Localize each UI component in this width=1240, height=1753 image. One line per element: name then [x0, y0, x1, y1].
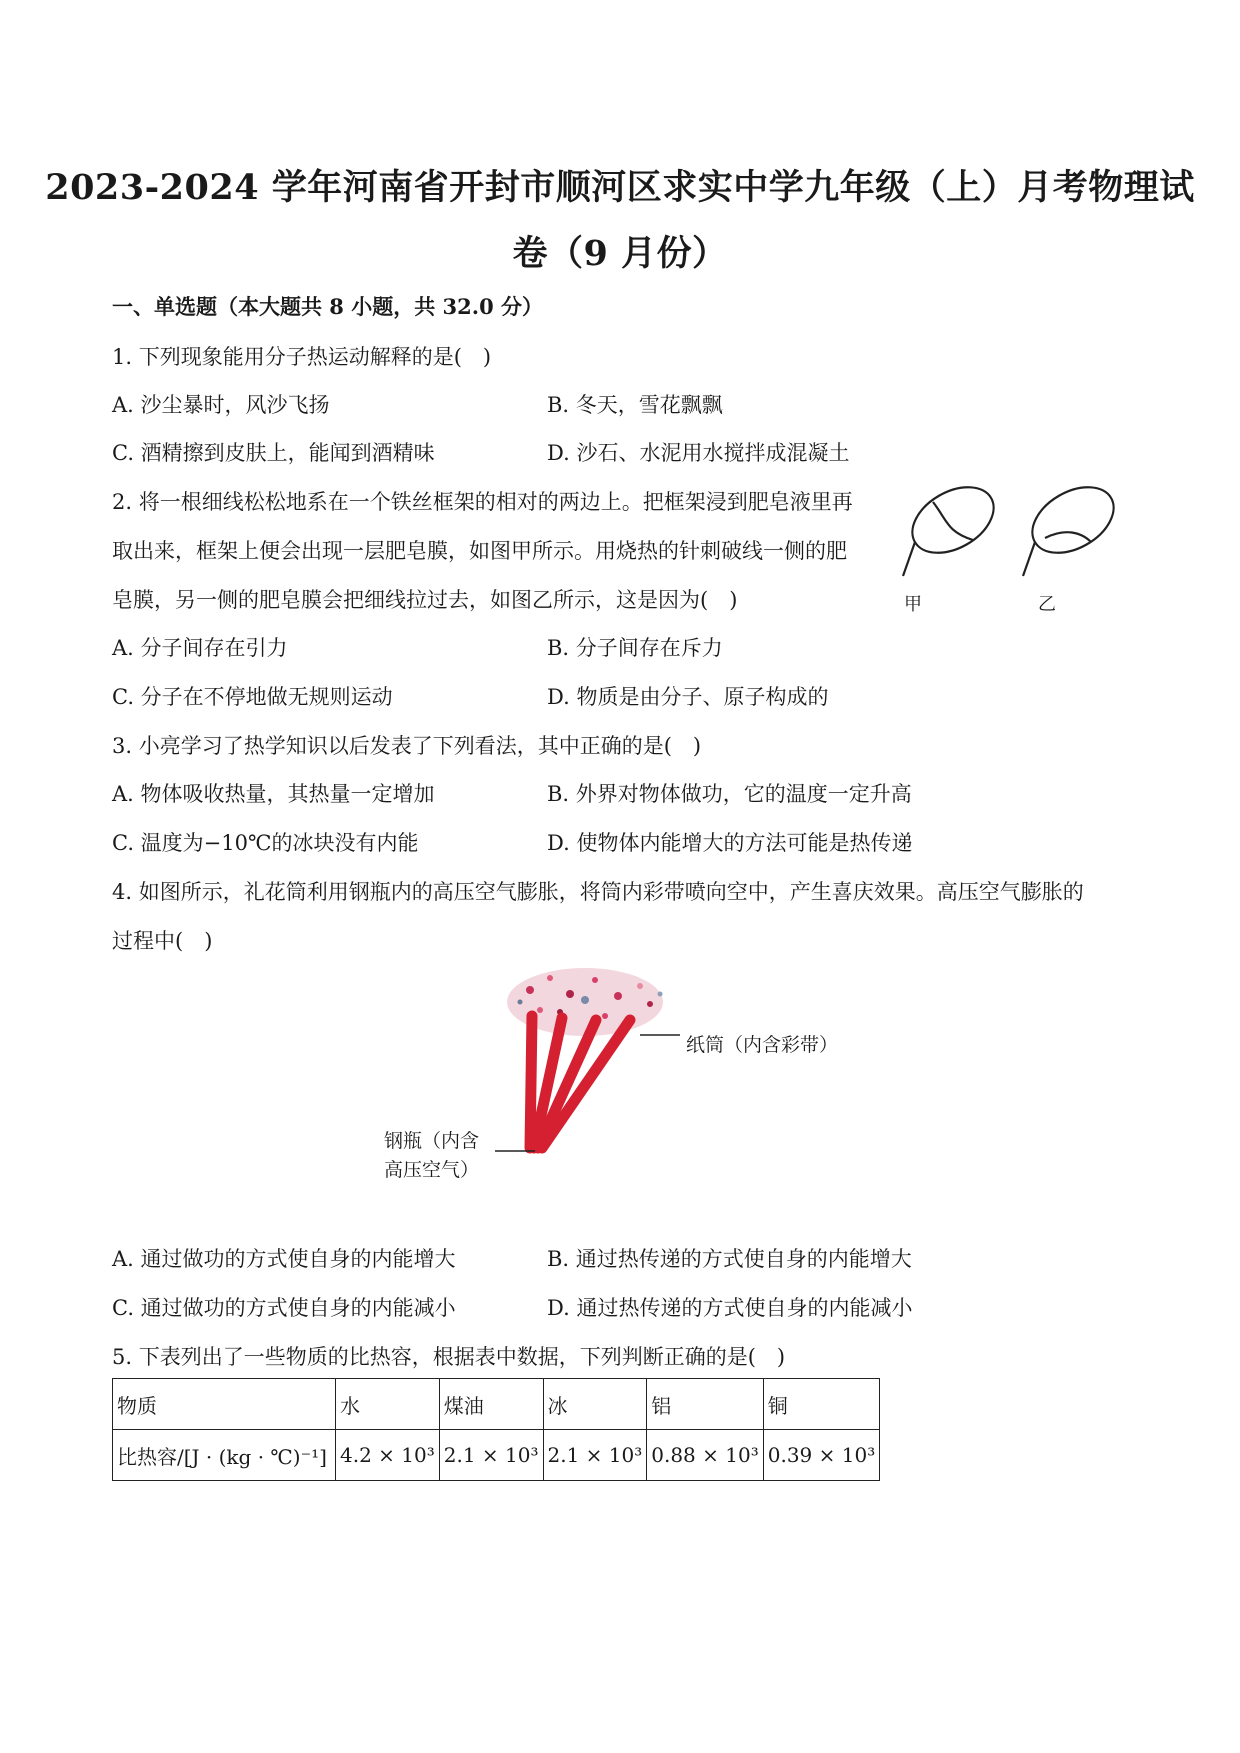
q1-option-b: B. 冬天，雪花飘飘	[547, 393, 723, 417]
tube-leader-line	[640, 1030, 680, 1040]
frame-yi	[1021, 480, 1125, 576]
q1-option-c: C. 酒精擦到皮肤上，能闻到酒精味	[112, 441, 435, 465]
table-cell: 2.1 × 10³	[439, 1430, 543, 1481]
q3-option-b: B. 外界对物体做功，它的温度一定升高	[547, 782, 912, 806]
table-header-row	[113, 1379, 880, 1430]
q2-option-a: A. 分子间存在引力	[112, 636, 288, 660]
specific-heat-table	[112, 1378, 880, 1481]
q1-option-d: D. 沙石、水泥用水搅拌成混凝土	[547, 441, 850, 465]
bottle-leader-line	[495, 1146, 535, 1156]
q3-option-a: A. 物体吸收热量，其热量一定增加	[112, 782, 435, 806]
q2-stem-line3: 皂膜，另一侧的肥皂膜会把细线拉过去，如图乙所示，这是因为( )	[112, 588, 738, 612]
soap-film-figure	[895, 480, 1135, 590]
q4-option-a: A. 通过做功的方式使自身的内能增大	[112, 1247, 456, 1271]
table-header-cell: 煤油	[439, 1379, 543, 1430]
q1-option-a: A. 沙尘暴时，风沙飞扬	[112, 393, 330, 417]
table-header-cell: 物质	[113, 1379, 336, 1430]
q4-option-c: C. 通过做功的方式使自身的内能减小	[112, 1296, 456, 1320]
figure-label-yi: 乙	[1038, 594, 1056, 615]
q3-option-d: D. 使物体内能增大的方法可能是热传递	[547, 831, 913, 855]
q4-stem-line2: 过程中( )	[112, 929, 213, 953]
table-header-cell: 铜	[763, 1379, 879, 1430]
confetti-cannon-figure	[500, 960, 680, 1160]
frame-jia	[901, 480, 1005, 576]
q4-option-b: B. 通过热传递的方式使自身的内能增大	[547, 1247, 912, 1271]
q3-option-c: C. 温度为−10℃的冰块没有内能	[112, 831, 419, 855]
table-header-cell: 铝	[647, 1379, 763, 1430]
q5-stem: 5. 下表列出了一些物质的比热容，根据表中数据，下列判断正确的是( )	[112, 1345, 786, 1369]
q2-stem-line2: 取出来，框架上便会出现一层肥皂膜，如图甲所示。用烧热的针刺破线一侧的肥	[112, 539, 847, 563]
table-cell: 2.1 × 10³	[543, 1430, 647, 1481]
q1-stem: 1. 下列现象能用分子热运动解释的是( )	[112, 345, 492, 369]
page-title-line2: 卷（9 月份）	[512, 233, 728, 274]
q2-option-c: C. 分子在不停地做无规则运动	[112, 685, 393, 709]
bottle-label-line2: 高压空气）	[384, 1159, 480, 1181]
section-heading: 一、单选题（本大题共 8 小题，共 32.0 分）	[112, 294, 544, 319]
figure-label-jia: 甲	[904, 594, 922, 615]
tube-label: 纸筒（内含彩带）	[686, 1034, 839, 1056]
table-header-cell: 冰	[543, 1379, 647, 1430]
table-row-label: 比热容/[J · (kg · ℃)⁻¹]	[113, 1430, 336, 1481]
q2-stem-line1: 2. 将一根细线松松地系在一个铁丝框架的相对的两边上。把框架浸到肥皂液里再	[112, 490, 853, 514]
q4-option-d: D. 通过热传递的方式使自身的内能减小	[547, 1296, 913, 1320]
table-cell: 0.39 × 10³	[763, 1430, 879, 1481]
table-cell: 4.2 × 10³	[336, 1430, 440, 1481]
bottle-label-line1: 钢瓶（内含	[384, 1130, 480, 1152]
q2-option-b: B. 分子间存在斥力	[547, 636, 723, 660]
q4-stem-line1: 4. 如图所示，礼花筒利用钢瓶内的高压空气膨胀，将筒内彩带喷向空中，产生喜庆效果。高压空气膨胀的	[112, 880, 1084, 904]
q2-option-d: D. 物质是由分子、原子构成的	[547, 685, 829, 709]
table-header-cell: 水	[336, 1379, 440, 1430]
table-cell: 0.88 × 10³	[647, 1430, 763, 1481]
q3-stem: 3. 小亮学习了热学知识以后发表了下列看法，其中正确的是( )	[112, 734, 702, 758]
page-title-line1: 2023-2024 学年河南省开封市顺河区求实中学九年级（上）月考物理试	[45, 167, 1195, 208]
table-row	[113, 1430, 880, 1481]
